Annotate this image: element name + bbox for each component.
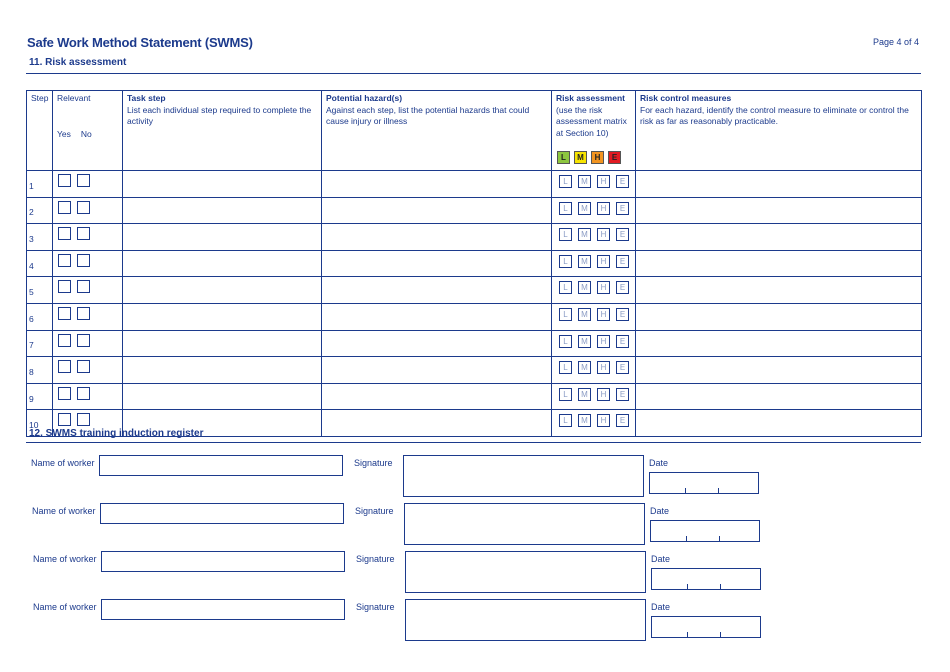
risk-option-l[interactable]: L	[559, 388, 572, 401]
signature-field[interactable]	[403, 455, 644, 497]
table-row	[27, 171, 922, 198]
task-step-cell[interactable]	[123, 383, 322, 410]
date-label: Date	[651, 554, 671, 564]
relevant-no-checkbox[interactable]	[77, 413, 90, 426]
date-separator-tick	[687, 632, 688, 637]
relevant-yes-checkbox[interactable]	[58, 201, 71, 214]
relevant-no-checkbox[interactable]	[77, 280, 90, 293]
risk-option-l[interactable]: L	[559, 414, 572, 427]
control-measure-cell[interactable]	[636, 330, 922, 357]
table-row	[27, 357, 922, 384]
control-measure-cell[interactable]	[636, 277, 922, 304]
signature-field[interactable]	[405, 599, 646, 641]
worker-name-field[interactable]	[100, 503, 344, 524]
hazard-cell[interactable]	[322, 224, 552, 251]
task-step-cell[interactable]	[123, 171, 322, 198]
date-separator-tick	[720, 584, 721, 589]
col-no: No	[80, 129, 92, 139]
relevant-no-checkbox[interactable]	[77, 254, 90, 267]
table-row	[27, 250, 922, 277]
control-measure-cell[interactable]	[636, 303, 922, 330]
col-relevant: Relevant Yes No	[53, 91, 123, 171]
risk-level-cell	[552, 383, 636, 410]
date-field[interactable]	[651, 568, 761, 590]
relevant-cell	[53, 330, 123, 357]
risk-section-title: 11. Risk assessment	[29, 57, 127, 68]
col-risk-assessment: Risk assessment (use the risk assessment matrix at Section 10) L M H E	[552, 91, 636, 171]
risk-level-cell	[552, 250, 636, 277]
signature-field[interactable]	[404, 503, 645, 545]
risk-option-h[interactable]: H	[597, 308, 610, 321]
relevant-yes-checkbox[interactable]	[58, 307, 71, 320]
task-step-cell[interactable]	[123, 330, 322, 357]
relevant-cell	[53, 224, 123, 251]
risk-legend-l: L	[557, 151, 570, 164]
risk-level-legend	[557, 151, 621, 164]
step-number: 8	[27, 357, 53, 384]
risk-level-cell	[552, 171, 636, 198]
step-number: 4	[27, 250, 53, 277]
document-title: Safe Work Method Statement (SWMS)	[27, 35, 253, 50]
risk-assessment-table	[26, 90, 922, 437]
worker-name-label: Name of worker	[33, 602, 97, 612]
risk-option-m[interactable]: M	[578, 228, 591, 241]
risk-legend-h: H	[591, 151, 604, 164]
table-row	[27, 383, 922, 410]
relevant-yes-checkbox[interactable]	[58, 227, 71, 240]
relevant-no-checkbox[interactable]	[77, 227, 90, 240]
risk-option-h[interactable]: H	[597, 361, 610, 374]
relevant-yes-checkbox[interactable]	[58, 254, 71, 267]
risk-option-l[interactable]: L	[559, 228, 572, 241]
risk-level-cell	[552, 224, 636, 251]
risk-option-m[interactable]: M	[578, 414, 591, 427]
risk-option-h[interactable]: H	[597, 228, 610, 241]
risk-option-m[interactable]: M	[578, 202, 591, 215]
signature-label: Signature	[356, 602, 395, 612]
risk-option-m[interactable]: M	[578, 255, 591, 268]
step-number: 5	[27, 277, 53, 304]
risk-option-e[interactable]: E	[616, 414, 629, 427]
risk-option-h[interactable]: H	[597, 281, 610, 294]
relevant-no-checkbox[interactable]	[77, 307, 90, 320]
hazard-cell[interactable]	[322, 250, 552, 277]
relevant-cell	[53, 277, 123, 304]
risk-level-cell	[552, 277, 636, 304]
risk-option-l[interactable]: L	[559, 361, 572, 374]
signature-label: Signature	[355, 506, 394, 516]
date-label: Date	[649, 458, 669, 468]
control-measure-cell[interactable]	[636, 224, 922, 251]
hazard-cell[interactable]	[322, 383, 552, 410]
step-number: 9	[27, 383, 53, 410]
worker-name-label: Name of worker	[31, 458, 95, 468]
worker-name-label: Name of worker	[33, 554, 97, 564]
risk-option-h[interactable]: H	[597, 202, 610, 215]
table-row	[27, 197, 922, 224]
risk-option-e[interactable]: E	[616, 255, 629, 268]
hazard-cell[interactable]	[322, 197, 552, 224]
risk-option-h[interactable]: H	[597, 414, 610, 427]
relevant-yes-checkbox[interactable]	[58, 360, 71, 373]
risk-option-e[interactable]: E	[616, 281, 629, 294]
control-measure-cell[interactable]	[636, 410, 922, 437]
risk-option-h[interactable]: H	[597, 388, 610, 401]
date-separator-tick	[719, 536, 720, 541]
relevant-cell	[53, 303, 123, 330]
control-measure-cell[interactable]	[636, 250, 922, 277]
risk-option-e[interactable]: E	[616, 361, 629, 374]
hazard-cell[interactable]	[322, 410, 552, 437]
signature-label: Signature	[354, 458, 393, 468]
task-step-cell[interactable]	[123, 250, 322, 277]
date-separator-tick	[687, 584, 688, 589]
task-step-cell[interactable]	[123, 197, 322, 224]
page-number: Page 4 of 4	[873, 37, 920, 47]
risk-option-m[interactable]: M	[578, 361, 591, 374]
date-label: Date	[650, 506, 670, 516]
date-separator-tick	[686, 536, 687, 541]
step-number: 6	[27, 303, 53, 330]
relevant-cell	[53, 383, 123, 410]
step-number: 7	[27, 330, 53, 357]
control-measure-cell[interactable]	[636, 383, 922, 410]
relevant-cell	[53, 171, 123, 198]
signature-field[interactable]	[405, 551, 646, 593]
risk-option-l[interactable]: L	[559, 281, 572, 294]
col-task-step: Task step List each individual step required to complete the activity	[123, 91, 322, 171]
table-row	[27, 224, 922, 251]
relevant-no-checkbox[interactable]	[77, 174, 90, 187]
col-yes: Yes	[57, 129, 71, 139]
date-field[interactable]	[649, 472, 759, 494]
risk-option-m[interactable]: M	[578, 281, 591, 294]
col-hazards: Potential hazard(s) Against each step, list the potential hazards that could cause injury or illness	[322, 91, 552, 171]
risk-option-m[interactable]: M	[578, 388, 591, 401]
risk-level-cell	[552, 330, 636, 357]
task-step-cell[interactable]	[123, 277, 322, 304]
date-label: Date	[651, 602, 671, 612]
risk-option-l[interactable]: L	[559, 335, 572, 348]
signature-label: Signature	[356, 554, 395, 564]
risk-option-e[interactable]: E	[616, 335, 629, 348]
relevant-yes-checkbox[interactable]	[58, 413, 71, 426]
relevant-no-checkbox[interactable]	[77, 201, 90, 214]
relevant-cell	[53, 250, 123, 277]
risk-option-e[interactable]: E	[616, 228, 629, 241]
control-measure-cell[interactable]	[636, 357, 922, 384]
risk-option-e[interactable]: E	[616, 308, 629, 321]
date-field[interactable]	[651, 616, 761, 638]
risk-level-cell	[552, 410, 636, 437]
task-step-cell[interactable]	[123, 303, 322, 330]
hazard-cell[interactable]	[322, 330, 552, 357]
task-step-cell[interactable]	[123, 357, 322, 384]
risk-level-cell	[552, 357, 636, 384]
control-measure-cell[interactable]	[636, 171, 922, 198]
relevant-yes-checkbox[interactable]	[58, 387, 71, 400]
relevant-cell	[53, 357, 123, 384]
risk-option-m[interactable]: M	[578, 308, 591, 321]
step-number: 3	[27, 224, 53, 251]
step-number: 1	[27, 171, 53, 198]
step-number: 10	[27, 410, 53, 437]
risk-level-cell	[552, 303, 636, 330]
section-rule	[26, 442, 921, 443]
date-field[interactable]	[650, 520, 760, 542]
risk-option-e[interactable]: E	[616, 175, 629, 188]
table-row	[27, 330, 922, 357]
section-rule	[26, 73, 921, 74]
control-measure-cell[interactable]	[636, 197, 922, 224]
worker-name-field[interactable]	[101, 551, 345, 572]
risk-legend-e: E	[608, 151, 621, 164]
risk-option-e[interactable]: E	[616, 388, 629, 401]
worker-name-field[interactable]	[99, 455, 343, 476]
hazard-cell[interactable]	[322, 277, 552, 304]
risk-option-m[interactable]: M	[578, 175, 591, 188]
relevant-no-checkbox[interactable]	[77, 360, 90, 373]
risk-legend-m: M	[574, 151, 587, 164]
risk-option-l[interactable]: L	[559, 175, 572, 188]
date-separator-tick	[718, 488, 719, 493]
relevant-yes-checkbox[interactable]	[58, 334, 71, 347]
relevant-no-checkbox[interactable]	[77, 334, 90, 347]
hazard-cell[interactable]	[322, 303, 552, 330]
worker-name-label: Name of worker	[32, 506, 96, 516]
relevant-cell	[53, 197, 123, 224]
risk-option-l[interactable]: L	[559, 308, 572, 321]
risk-level-cell	[552, 197, 636, 224]
task-step-cell[interactable]	[123, 224, 322, 251]
table-row	[27, 277, 922, 304]
training-section-title: 12. SWMS training induction register	[29, 428, 204, 439]
risk-option-h[interactable]: H	[597, 255, 610, 268]
risk-option-l[interactable]: L	[559, 255, 572, 268]
col-step: Step	[27, 91, 53, 171]
relevant-yes-checkbox[interactable]	[58, 174, 71, 187]
hazard-cell[interactable]	[322, 357, 552, 384]
relevant-yes-checkbox[interactable]	[58, 280, 71, 293]
col-control-measures: Risk control measures For each hazard, identify the control measure to eliminate or control the risk as far as reasonably practicable.	[636, 91, 922, 171]
risk-option-h[interactable]: H	[597, 175, 610, 188]
risk-option-l[interactable]: L	[559, 202, 572, 215]
risk-option-h[interactable]: H	[597, 335, 610, 348]
date-separator-tick	[720, 632, 721, 637]
date-separator-tick	[685, 488, 686, 493]
risk-option-e[interactable]: E	[616, 202, 629, 215]
table-row	[27, 303, 922, 330]
relevant-no-checkbox[interactable]	[77, 387, 90, 400]
worker-name-field[interactable]	[101, 599, 345, 620]
risk-option-m[interactable]: M	[578, 335, 591, 348]
step-number: 2	[27, 197, 53, 224]
hazard-cell[interactable]	[322, 171, 552, 198]
